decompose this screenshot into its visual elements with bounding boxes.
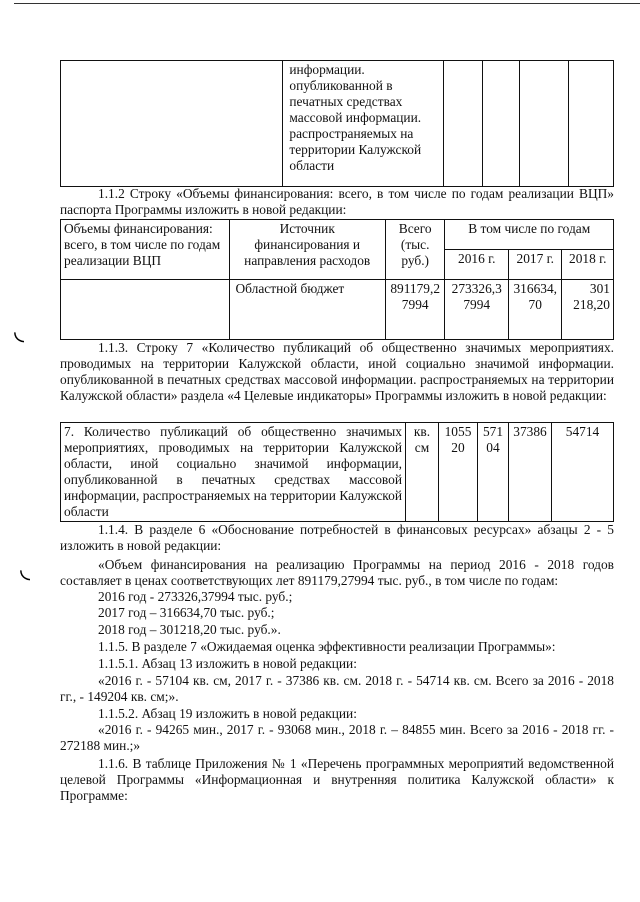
year-2016-amount: 2016 год - 273326,37994 тыс. руб.; [98,589,293,604]
year-2017-header: 2017 г. [509,250,562,280]
year-2018-amount: 2018 год – 301218,20 тыс. руб.». [98,622,281,637]
paragraph-1-1-5: 1.1.5. В разделе 7 «Ожидаемая оценка эффективности реализации Программы»: [98,639,556,654]
table-cell [443,61,482,187]
total-header-cell [385,220,445,280]
table-cell [482,61,519,187]
indicator-value-4: 54714 [552,423,614,522]
year-2017-amount: 2017 год – 316634,70 тыс. руб.; [98,605,275,620]
financing-label: Объемы финансирования: всего, в том числе по годам реализации ВЦП [64,221,221,268]
value-2017: 316634,70 [509,280,562,340]
paragraph-1-1-4: 1.1.4. В разделе 6 «Обоснование потребностей в финансовых ресурсах» абзацы 2 - 5 изложить в новой редакции: [60,522,614,553]
financing-label-cell [61,220,230,280]
indicator-table [60,422,614,522]
indicator-value-1: 105520 [439,423,478,522]
financing-table [60,219,614,340]
margin-mark: ◟ [14,316,25,345]
source-header: Источник финансирования и направления расходов [244,221,371,268]
table-cell [61,61,283,187]
indicator-value-3: 37386 [509,423,552,522]
source-header-cell [229,220,385,280]
quote-1-1-4: «Объем финансирования на реализацию Программы на период 2016 - 2018 годов составляет в ценах соответствующих лет 891179,27994 тыс. руб., в том числе по годам: [60,557,614,588]
table-cell [568,61,613,187]
paragraph-1-1-6: 1.1.6. В таблице Приложения № 1 «Перечень программных мероприятий ведомственной целевой Программы «Информационная и внутренняя политика Калужской области» к Программе: [60,756,614,803]
paragraph-1-1-5-1: 1.1.5.1. Абзац 13 изложить в новой редакции: [98,656,357,671]
margin-mark: ◟ [20,554,31,583]
source-cell: Областной бюджет [229,280,385,340]
year-2016-header: 2016 г. [445,250,509,280]
total-header: Всего (тыс. руб.) [398,221,432,268]
years-header-cell [445,220,614,250]
table-cell [283,61,443,187]
continued-cell-text: информации. опубликованной в печатных средствах массовой информации. распространяемых на территории Калужской области [289,62,422,173]
paragraph-1-1-3: 1.1.3. Строку 7 «Количество публикаций об общественно значимых мероприятиях. проводимых на территории Калужской области, иной социально значимой информации. опубликованной в печатных средствах массовой информации. распространяемых на территории Калужской области» раздела «4 Целевые индикаторы» Программы изложить в новой редакции: [60,340,614,403]
paragraph-1-1-2: 1.1.2 Строку «Объемы финансирования: всего, в том числе по годам реализации ВЦП» паспорта Программы изложить в новой редакции: [60,186,614,217]
table-cell [61,280,230,340]
value-2018: 301 218,20 [562,280,614,340]
value-2016: 273326,37994 [445,280,509,340]
top-border-line [14,3,640,4]
indicator-name: 7. Количество публикаций об общественно значимых мероприятиях, проводимых на территории Калужской области, иной социально значимой информации, опубликованной в печатных средствах массовой информации, распространяемых на территории Калужской области [61,423,406,522]
quote-1-1-5-1: «2016 г. - 57104 кв. см, 2017 г. - 37386 кв. см. 2018 г. - 54714 кв. см. Всего за 2016 - 2018 гг., - 149204 кв. см;». [60,673,614,704]
year-2018-header: 2018 г. [562,250,614,280]
paragraph-1-1-5-2: 1.1.5.2. Абзац 19 изложить в новой редакции: [98,706,357,721]
quote-1-1-5-2: «2016 г. - 94265 мин., 2017 г. - 93068 мин., 2018 г. – 84855 мин. Всего за 2016 - 2018 гг. - 272188 мин.;» [60,722,614,753]
total-value: 891179,27994 [385,280,445,340]
table-cell [519,61,568,187]
indicator-unit: кв. см [406,423,439,522]
indicator-value-2: 57104 [478,423,509,522]
years-header: В том числе по годам [468,221,591,236]
continued-table [60,60,614,187]
